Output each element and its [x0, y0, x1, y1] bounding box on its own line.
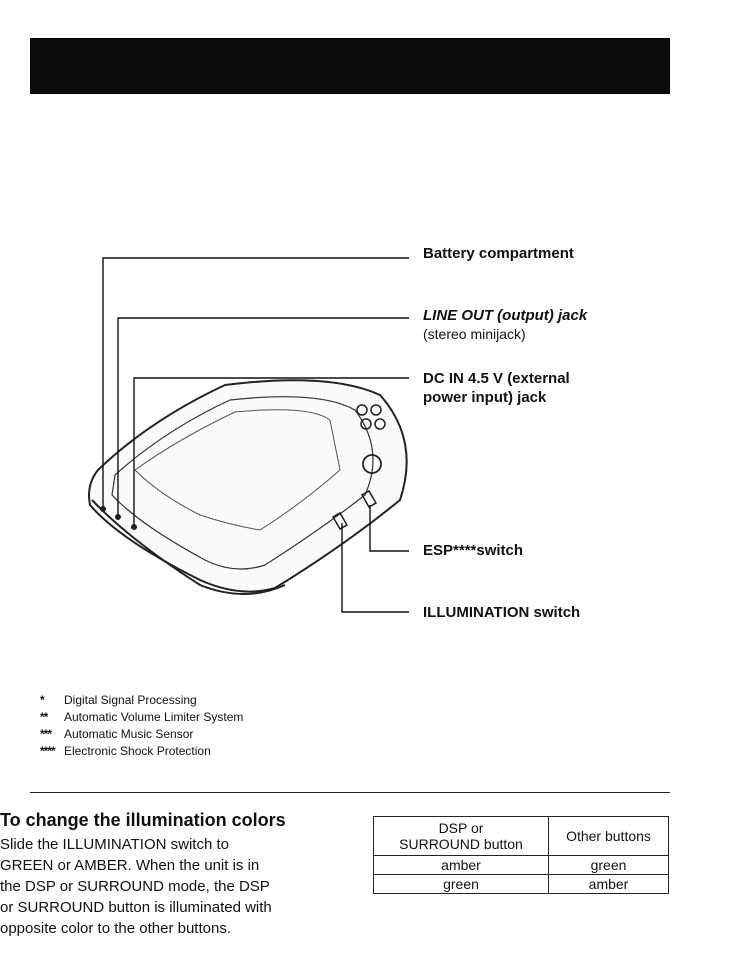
footnote: *** Automatic Music Sensor [40, 727, 194, 741]
section-line: or SURROUND button is illuminated with [0, 899, 272, 916]
section-line: opposite color to the other buttons. [0, 920, 231, 937]
callout-esp-switch: ESP****switch [423, 542, 524, 559]
table-row [374, 875, 669, 894]
table-header-other: Other buttons [549, 817, 669, 856]
callout-dc-in-line1: DC IN 4.5 V (external [423, 370, 570, 387]
illumination-color-table [373, 816, 669, 894]
callout-dc-in-line2: power input) jack [423, 389, 547, 406]
table-cell: amber [374, 856, 549, 875]
footnote: **** Electronic Shock Protection [40, 744, 211, 758]
cd-player-illustration [89, 380, 407, 594]
callout-line-out-sub: (stereo minijack) [423, 326, 526, 342]
callout-battery-compartment: Battery compartment [423, 245, 574, 262]
section-line: GREEN or AMBER. When the unit is in [0, 857, 260, 874]
callout-illumination-switch: ILLUMINATION switch [423, 604, 581, 621]
footnote: * Digital Signal Processing [40, 693, 197, 707]
table-row [374, 856, 669, 875]
callout-line-out [423, 306, 587, 344]
table-cell: green [374, 875, 549, 894]
table-cell: green [549, 856, 669, 875]
callout-line-out-title: LINE OUT (output) jack [423, 307, 588, 324]
table-cell: amber [549, 875, 669, 894]
footnote: ** Automatic Volume Limiter System [40, 710, 244, 724]
table-header-row [374, 817, 669, 856]
table-header-dsp: DSP or SURROUND button [374, 817, 549, 856]
section-divider [30, 792, 670, 793]
footnotes [40, 692, 243, 760]
section-body [0, 834, 340, 939]
section-title: To change the illumination colors [0, 810, 286, 830]
section-line: the DSP or SURROUND mode, the DSP [0, 878, 270, 895]
callout-dc-in [423, 369, 570, 407]
section-line: Slide the ILLUMINATION switch to [0, 836, 229, 853]
